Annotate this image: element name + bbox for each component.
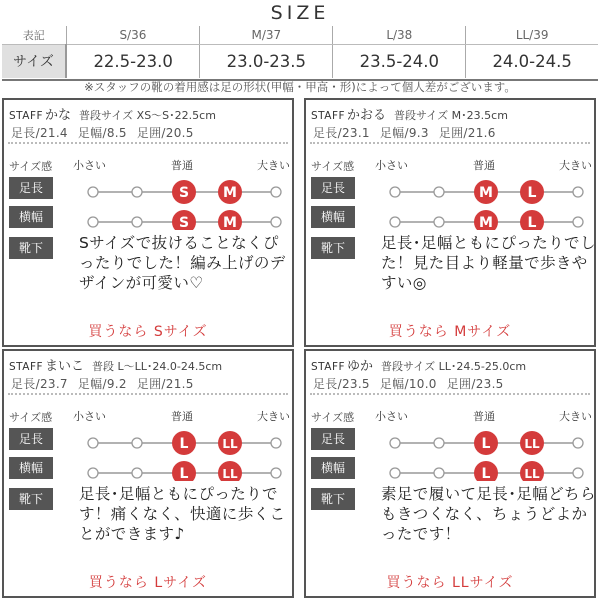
scale-normal-label: 普通 [171, 159, 193, 172]
size-marker-label: L [481, 466, 491, 481]
scale-dot [434, 187, 444, 197]
foot-length: 足長/23.5 [313, 377, 370, 391]
staff-panel [304, 349, 596, 598]
scale-dot [132, 187, 142, 197]
usual-size: 普段サイズ M･23.5cm [394, 109, 508, 122]
foot-width: 足幅/9.2 [77, 377, 127, 391]
size-table-row [2, 44, 598, 78]
width-tag: 横幅 [311, 206, 355, 228]
scale-dot [271, 187, 281, 197]
scale-dot [132, 217, 142, 227]
scale-dot [390, 468, 400, 478]
size-marker-label: M [223, 215, 237, 230]
scale-large-label: 大きい [559, 410, 592, 423]
foot-width: 足幅/8.5 [77, 126, 127, 140]
size-marker-label: L [179, 436, 189, 452]
scale-small-label: 小さい [375, 159, 408, 172]
usual-size: 普段サイズ XS〜S･22.5cm [79, 109, 216, 122]
scale-dot [88, 438, 98, 448]
foot-width: 足幅/10.0 [379, 377, 437, 391]
foot-girth: 足囲/21.5 [136, 377, 194, 391]
size-table-header-label: 表記 [2, 26, 66, 44]
scale-dot [271, 217, 281, 227]
staff-label: STAFF [9, 110, 44, 122]
size-sense-label: サイズ感 [9, 160, 53, 173]
size-sense-label: サイズ感 [311, 160, 355, 173]
shoe-tag: 靴下 [9, 488, 53, 510]
staff-label: STAFF [311, 361, 346, 373]
size-verdict: 買うなら Sサイズ [88, 324, 208, 340]
size-sense-label: サイズ感 [9, 411, 53, 424]
scale-dot [271, 468, 281, 478]
size-verdict: 買うなら Lサイズ [88, 575, 208, 591]
size-range: 24.0-24.5 [492, 51, 572, 71]
scale-small-label: 小さい [375, 410, 408, 423]
staff-name: ゆか [347, 359, 374, 374]
staff-name: かな [45, 108, 72, 123]
staff-comment: 足長･足幅ともにぴったりです！痛くなく、快適に歩くことができます♪ [79, 485, 286, 543]
fit-scale [4, 100, 296, 230]
size-range: 23.5-24.0 [333, 44, 466, 78]
staff-panel [304, 98, 596, 347]
scale-dot [132, 438, 142, 448]
scale-dot [271, 438, 281, 448]
size-col-label: M/37 [200, 26, 333, 44]
usual-size: 普段 L〜LL･24.0-24.5cm [92, 360, 223, 373]
scale-large-label: 大きい [257, 410, 290, 423]
scale-dot [434, 468, 444, 478]
size-marker-label: L [481, 436, 491, 452]
scale-small-label: 小さい [73, 159, 106, 172]
size-sense-label: サイズ感 [311, 411, 355, 424]
size-marker-label: S [178, 185, 190, 201]
size-marker-label: LL [524, 467, 540, 481]
scale-dot [88, 217, 98, 227]
size-col-label: LL/39 [466, 26, 598, 44]
scale-dot [132, 468, 142, 478]
scale-dot [434, 438, 444, 448]
scale-dot [434, 217, 444, 227]
length-tag: 足長 [311, 177, 355, 199]
size-marker-label: M [223, 185, 237, 201]
staff-comment: Sサイズで抜けることなくぴったりでした！編み上げのデザインが可愛い♡ [79, 234, 286, 292]
scale-normal-label: 普通 [473, 410, 495, 423]
staff-label: STAFF [9, 361, 44, 373]
scale-dot [573, 217, 583, 227]
foot-length: 足長/23.7 [11, 377, 68, 391]
size-marker-label: S [178, 215, 190, 230]
fit-scale [306, 351, 598, 481]
foot-length: 足長/21.4 [11, 126, 68, 140]
size-marker-label: M [479, 215, 493, 230]
size-table-row-label: サイズ [2, 44, 66, 78]
staff-comment: 足長･足幅ともにぴったりでした！見た目より軽量で歩きやすい◎ [381, 234, 596, 292]
foot-girth: 足囲/20.5 [136, 126, 194, 140]
scale-dot [88, 468, 98, 478]
foot-width: 足幅/9.3 [379, 126, 429, 140]
scale-dot [573, 468, 583, 478]
staff-panel [2, 349, 294, 598]
size-range: 22.5-23.0 [66, 44, 200, 78]
scale-dot [573, 438, 583, 448]
size-marker-label: M [479, 185, 493, 201]
scale-normal-label: 普通 [473, 159, 495, 172]
page-title: SIZE [270, 2, 330, 24]
size-marker-label: L [527, 185, 537, 201]
size-col-label: L/38 [333, 26, 466, 44]
foot-girth: 足囲/23.5 [446, 377, 504, 391]
shoe-tag: 靴下 [311, 488, 355, 510]
size-verdict: 買うなら LLサイズ [386, 575, 514, 591]
size-verdict: 買うなら Mサイズ [388, 324, 512, 340]
scale-normal-label: 普通 [171, 410, 193, 423]
staff-panel [2, 98, 294, 347]
width-tag: 横幅 [9, 206, 53, 228]
staff-label: STAFF [311, 110, 346, 122]
fit-scale [4, 351, 296, 481]
width-tag: 横幅 [9, 457, 53, 479]
scale-dot [390, 438, 400, 448]
fit-scale [306, 100, 598, 230]
size-marker-label: LL [524, 437, 540, 451]
size-table-header-row [2, 26, 598, 44]
shoe-tag: 靴下 [9, 237, 53, 259]
staff-name: まいこ [45, 359, 85, 374]
size-range: 23.0-23.5 [200, 44, 333, 78]
size-marker-label: LL [222, 437, 238, 451]
staff-comment: 素足で履いて足長･足幅どちらもきつくなく、ちょうどよかったです！ [381, 485, 596, 543]
shoe-tag: 靴下 [311, 237, 355, 259]
fit-note: ※スタッフの靴の着用感は足の形状(甲幅・甲高・形)によって個人差がございます。 [84, 80, 516, 94]
size-marker-label: L [179, 466, 189, 481]
scale-large-label: 大きい [257, 159, 290, 172]
length-tag: 足長 [9, 428, 53, 450]
size-table [2, 26, 598, 78]
foot-girth: 足囲/21.6 [438, 126, 496, 140]
scale-large-label: 大きい [559, 159, 592, 172]
size-col-label: S/36 [66, 26, 200, 44]
scale-dot [573, 187, 583, 197]
usual-size: 普段サイズ LL･24.5-25.0cm [381, 360, 527, 373]
scale-dot [88, 187, 98, 197]
size-marker-label: L [527, 215, 537, 230]
size-marker-label: LL [222, 467, 238, 481]
scale-dot [390, 217, 400, 227]
scale-small-label: 小さい [73, 410, 106, 423]
staff-name: かおる [347, 108, 387, 123]
length-tag: 足長 [311, 428, 355, 450]
width-tag: 横幅 [311, 457, 355, 479]
foot-length: 足長/23.1 [313, 126, 370, 140]
scale-dot [390, 187, 400, 197]
length-tag: 足長 [9, 177, 53, 199]
